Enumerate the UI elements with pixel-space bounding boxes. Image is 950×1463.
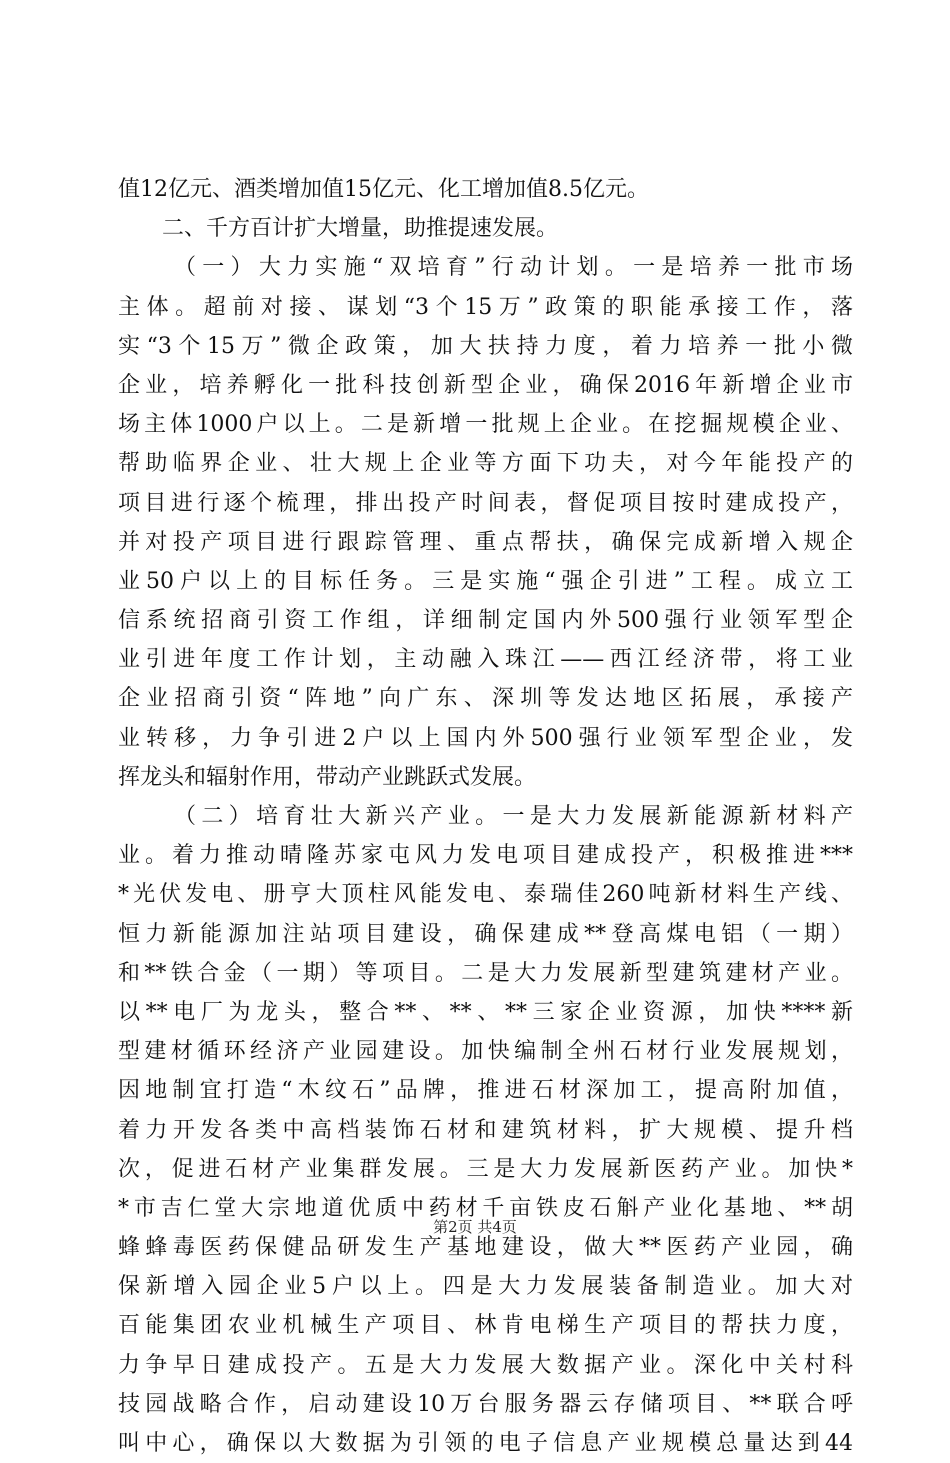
paragraph-first-line: （一）大力实施“双培育”行动计划。一是培养一批市场 xyxy=(174,255,853,281)
text-line: 业。着力推动晴隆苏家屯风力发电项目建成投产，积极推进*** xyxy=(118,843,853,869)
text-line: 项目进行逐个梳理，排出投产时间表，督促项目按时建成投产， xyxy=(118,490,853,516)
text-line: 着力开发各类中高档装饰石材和建筑材料，扩大规模、提升档 xyxy=(118,1117,853,1143)
paragraph-first-line: （二）培育壮大新兴产业。一是大力发展新能源新材料产 xyxy=(174,804,853,829)
text-line: 主体。超前对接、谋划“3个15万”政策的职能承接工作，落 xyxy=(118,294,853,320)
text-line: 业引进年度工作计划，主动融入珠江——西江经济带，将工业 xyxy=(118,647,853,673)
text-line: 企业招商引资“阵地”向广东、深圳等发达地区拓展，承接产 xyxy=(118,686,853,712)
body-text xyxy=(118,170,853,1463)
text-line: 因地制宜打造“木纹石”品牌，推进石材深加工，提高附加值， xyxy=(118,1078,853,1104)
text-line: 型建材循环经济产业园建设。加快编制全州石材行业发展规划， xyxy=(118,1039,853,1065)
text-line: 值12亿元、酒类增加值15亿元、化工增加值8.5亿元。 xyxy=(118,177,649,202)
text-line: 挥龙头和辐射作用，带动产业跳跃式发展。 xyxy=(118,764,537,790)
text-line: 业转移，力争引进2户以上国内外500强行业领军型企业，发 xyxy=(118,725,853,751)
text-line: 以**电厂为龙头，整合**、**、**三家企业资源，加快****新 xyxy=(118,999,853,1025)
text-line: 帮助临界企业、壮大规上企业等方面下功夫，对今年能投产的 xyxy=(118,451,853,477)
text-line: 场主体1000户以上。二是新增一批规上企业。在挖掘规模企业、 xyxy=(118,412,853,438)
text-line: *光伏发电、册亨大顶柱风能发电、泰瑞佳260吨新材料生产线、 xyxy=(118,882,853,908)
text-line: 百能集团农业机械生产项目、林肯电梯生产项目的帮扶力度， xyxy=(118,1313,853,1339)
text-line: *市吉仁堂大宗地道优质中药材千亩铁皮石斛产业化基地、**胡 xyxy=(118,1195,853,1221)
section-heading: 二、千方百计扩大增量，助推提速发展。 xyxy=(162,216,559,242)
text-line: 业50户以上的目标任务。三是实施“强企引进”工程。成立工 xyxy=(118,568,853,594)
text-line: 技园战略合作，启动建设10万台服务器云存储项目、**联合呼 xyxy=(118,1391,853,1417)
text-line: 信系统招商引资工作组，详细制定国内外500强行业领军型企 xyxy=(118,608,853,634)
text-line: 恒力新能源加注站项目建设，确保建成**登高煤电铝（一期） xyxy=(118,921,853,947)
text-line: 叫中心，确保以大数据为引领的电子信息产业规模总量达到44 xyxy=(118,1431,853,1456)
text-line: 保新增入园企业5户以上。四是大力发展装备制造业。加大对 xyxy=(118,1274,853,1300)
text-line: 蜂蜂毒医药保健品研发生产基地建设，做大**医药产业园，确 xyxy=(118,1235,853,1261)
text-line: 企业，培养孵化一批科技创新型企业，确保2016年新增企业市 xyxy=(118,372,853,398)
text-line: 次，促进石材产业集群发展。三是大力发展新医药产业。加快* xyxy=(118,1156,853,1182)
text-line: 实“3个15万”微企政策，加大扶持力度，着力培养一批小微 xyxy=(118,333,853,359)
page-number-label: 第2页 共4页 xyxy=(433,1218,517,1236)
text-line: 和**铁合金（一期）等项目。二是大力发展新型建筑建材产业。 xyxy=(118,960,853,986)
text-line: 并对投产项目进行跟踪管理、重点帮扶，确保完成新增入规企 xyxy=(118,529,853,555)
page-footer xyxy=(0,1216,950,1237)
text-line: 力争早日建成投产。五是大力发展大数据产业。深化中关村科 xyxy=(118,1352,853,1378)
